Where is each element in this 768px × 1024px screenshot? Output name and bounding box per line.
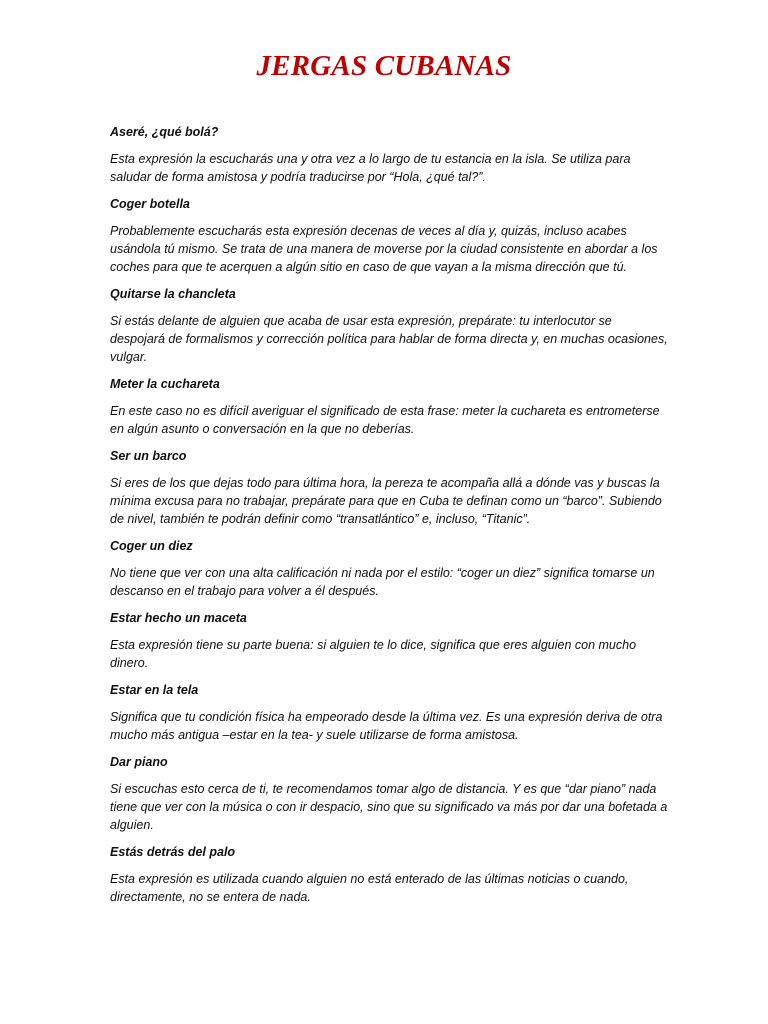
entry-term: Dar piano (110, 755, 168, 769)
entry-term: Estar hecho un maceta (110, 611, 247, 625)
entry-term: Aseré, ¿qué bolá? (110, 125, 219, 139)
entry-description: Esta expresión la escucharás una y otra vez a lo largo de tu estancia en la isla. Se utiliza para saludar de forma amistosa y podría traducirse por “Hola, ¿qué tal?”. (110, 152, 631, 184)
entry-term: Ser un barco (110, 449, 187, 463)
entry (110, 844, 670, 906)
entry (110, 124, 670, 186)
entry (110, 376, 670, 438)
entry-description: Esta expresión es utilizada cuando alguien no está enterado de las últimas noticias o cuando, directamente, no se entera de nada. (110, 872, 629, 904)
entry (110, 610, 670, 672)
entry-term: Coger botella (110, 197, 190, 211)
entry-description: Si eres de los que dejas todo para última hora, la pereza te acompaña allá a dónde vas y buscas la mínima excusa para no trabajar, prepárate para que en Cuba te definan como un “barco”. Subiendo de nivel, también te podrán definir como “transatlántico” e, incluso, “Titanic”. (110, 476, 662, 526)
entry (110, 196, 670, 276)
entry (110, 682, 670, 744)
entry-description: Si estás delante de alguien que acaba de usar esta expresión, prepárate: tu interlocutor se despojará de formalismos y corrección política para hablar de forma directa y, en muchas ocasiones, vulgar. (110, 314, 668, 364)
entry-term: Meter la cuchareta (110, 377, 220, 391)
entry-description: Significa que tu condición física ha empeorado desde la última vez. Es una expresión deriva de otra mucho más antigua –estar en la tea- y suele utilizarse de forma amistosa. (110, 710, 663, 742)
entry-term: Coger un diez (110, 539, 193, 553)
entry-term: Estar en la tela (110, 683, 199, 697)
entry (110, 538, 670, 600)
entry (110, 754, 670, 834)
entry-term: Quitarse la chancleta (110, 287, 236, 301)
entry-description: No tiene que ver con una alta calificación ni nada por el estilo: “coger un diez” significa tomarse un descanso en el trabajo para volver a él después. (110, 566, 655, 598)
entry-term: Estás detrás del palo (110, 845, 236, 859)
entry-description: Probablemente escucharás esta expresión decenas de veces al día y, quizás, incluso acabes usándola tú mismo. Se trata de una manera de moverse por la ciudad consistente en abordar a los coches para que te acerquen a algún sitio en caso de que vayan a la misma dirección que tú. (110, 224, 658, 274)
entries-list (110, 124, 670, 916)
page-title: JERGAS CUBANAS (256, 50, 512, 82)
entry-description: Esta expresión tiene su parte buena: si alguien te lo dice, significa que eres alguien con mucho dinero. (110, 638, 637, 670)
entry (110, 286, 670, 366)
entry-description: Si escuchas esto cerca de ti, te recomendamos tomar algo de distancia. Y es que “dar piano” nada tiene que ver con la música o con ir despacio, sino que su significado va más por dar una bofetada a alguien. (110, 782, 668, 832)
entry (110, 448, 670, 528)
entry-description: En este caso no es difícil averiguar el significado de esta frase: meter la cuchareta es entrometerse en algún asunto o conversación en la que no deberías. (110, 404, 660, 436)
